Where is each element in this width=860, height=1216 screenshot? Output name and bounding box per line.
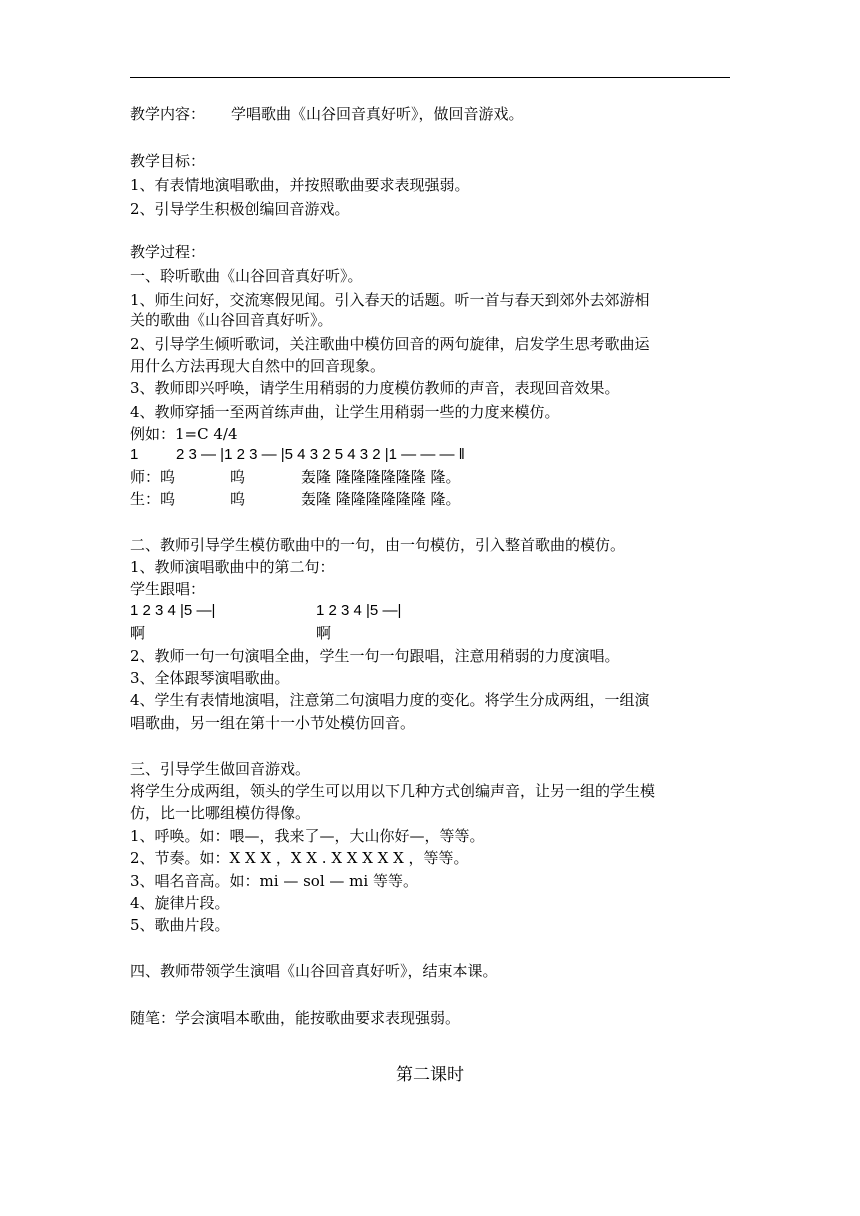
part1-item4: 4、教师穿插一至两首练声曲，让学生用稍弱一些的力度来模仿。	[130, 403, 560, 421]
part3-item: 1、呼唤。如：喂—，我来了—，大山你好—，等等。	[130, 827, 485, 845]
part1-item2-line2: 用什么方法再现大自然中的回音现象。	[130, 357, 386, 375]
part1-item1-line1: 1、师生问好，交流寒假见闻。引入春天的话题。听一首与春天到郊外去郊游相	[130, 291, 650, 309]
part3-item: 3、唱名音高。如：mi — sol — mi 等等。	[130, 872, 418, 890]
content-text: 学唱歌曲《山谷回音真好听》，做回音游戏。	[231, 105, 524, 123]
part2-item1: 1、教师演唱歌曲中的第二句：	[130, 558, 335, 576]
student-word: 呜	[230, 490, 246, 508]
part2-item2: 2、教师一句一句演唱全曲，学生一句一句跟唱，注意用稍弱的力度演唱。	[130, 647, 620, 665]
part3-item: 4、旋律片段。	[130, 894, 230, 912]
part3-item: 2、节奏。如：X X X ，X X . X X X X X ，等等。	[130, 849, 469, 867]
teacher-label: 师：呜	[130, 468, 176, 486]
part3-intro-line2: 仿，比一比哪组模仿得像。	[130, 804, 311, 822]
notation-measures: 2 3 — |1 2 3 — |5 4 3 2 5 4 3 2 |1 — — — ‖	[176, 446, 465, 463]
part2-item4-line1: 4、学生有表情地演唱，注意第二句演唱力度的变化。将学生分成两组，一组演	[130, 691, 650, 709]
notation-student: 1 2 3 4 |5 —|	[316, 602, 402, 619]
teacher-word: 呜	[230, 468, 246, 486]
process-heading: 教学过程：	[130, 243, 206, 261]
part2-item3: 3、全体跟琴演唱歌曲。	[130, 669, 290, 687]
goals-heading: 教学目标：	[130, 152, 206, 170]
note-line: 随笔：学会演唱本歌曲，能按歌曲要求表现强弱。	[130, 1009, 461, 1027]
notation-first-note: 1	[130, 446, 139, 463]
teacher-rumble: 轰隆 隆隆隆隆隆隆 隆。	[301, 468, 461, 486]
goal-item: 1、有表情地演唱歌曲，并按照歌曲要求表现强弱。	[130, 176, 470, 194]
notation-teacher: 1 2 3 4 |5 —|	[130, 602, 216, 619]
content-label: 教学内容：	[130, 105, 206, 123]
example-key: 例如：1=C 4/4	[130, 425, 238, 443]
part2-heading: 二、教师引导学生模仿歌曲中的一句，由一句模仿，引入整首歌曲的模仿。	[130, 536, 626, 554]
part3-heading: 三、引导学生做回音游戏。	[130, 760, 311, 778]
part1-heading: 一、聆听歌曲《山谷回音真好听》。	[130, 267, 363, 285]
part1-item3: 3、教师即兴呼唤，请学生用稍弱的力度模仿教师的声音，表现回音效果。	[130, 379, 620, 397]
part2-item4-line2: 唱歌曲，另一组在第十一小节处模仿回音。	[130, 714, 416, 732]
student-label: 生：呜	[130, 490, 176, 508]
part3-item: 5、歌曲片段。	[130, 916, 230, 934]
lyric-teacher: 啊	[130, 624, 146, 642]
goal-item: 2、引导学生积极创编回音游戏。	[130, 200, 350, 218]
top-divider	[130, 77, 730, 78]
part1-item1-line2: 关的歌曲《山谷回音真好听》。	[130, 311, 333, 329]
part1-item2-line1: 2、引导学生倾听歌词，关注歌曲中模仿回音的两句旋律，启发学生思考歌曲运	[130, 335, 650, 353]
part2-follow: 学生跟唱：	[130, 580, 206, 598]
next-lesson-title: 第二课时	[396, 1065, 464, 1085]
student-rumble: 轰隆 隆隆隆隆隆隆 隆。	[301, 490, 461, 508]
part3-intro-line1: 将学生分成两组，领头的学生可以用以下几种方式创编声音，让另一组的学生模	[130, 782, 656, 800]
lyric-student: 啊	[316, 624, 332, 642]
part4-heading: 四、教师带领学生演唱《山谷回音真好听》，结束本课。	[130, 962, 498, 980]
